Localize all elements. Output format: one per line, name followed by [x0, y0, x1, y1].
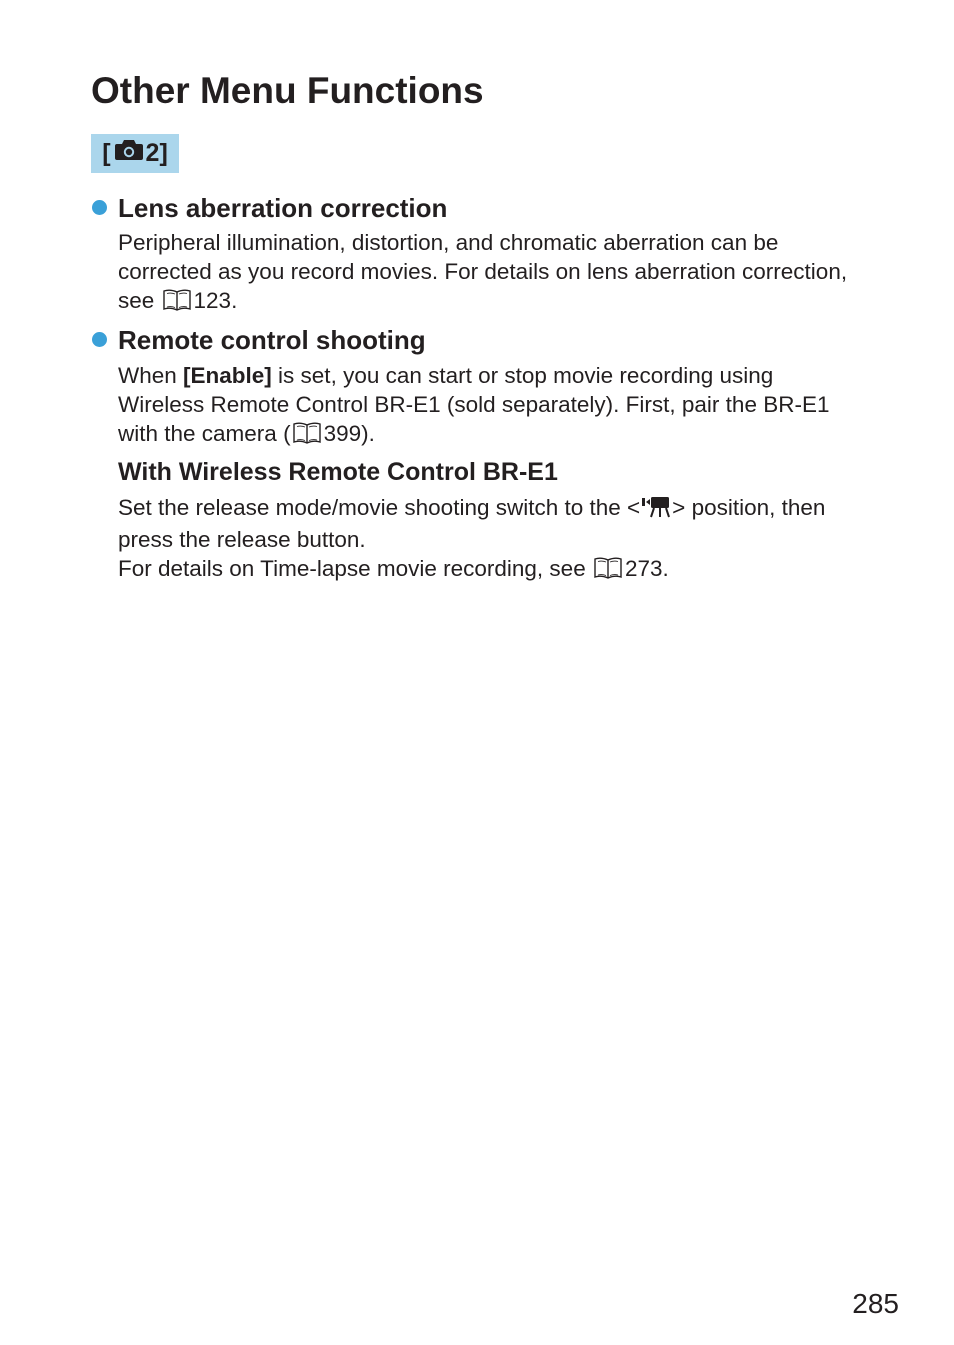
intro-text: is set, you can start or stop movie recording using [271, 363, 774, 388]
section-heading-remote-control: Remote control shooting [118, 325, 426, 355]
section-heading-lens-aberration: Lens aberration correction [118, 193, 448, 223]
page-title: Other Menu Functions [91, 70, 484, 111]
body-line: Wireless Remote Control BR-E1 (sold separately). First, pair the BR-E1 [118, 392, 830, 417]
book-icon [162, 288, 192, 319]
body-line-reference [118, 554, 825, 587]
tab-close-bracket: ] [159, 139, 168, 167]
ref-page-link[interactable]: 123 [193, 288, 232, 313]
body-line: press the release button. [118, 527, 366, 552]
body-line [118, 361, 829, 390]
body-line-reference [118, 419, 829, 452]
ref-prefix: For details on Time-lapse movie recording, see [118, 556, 592, 581]
ref-suffix: . [231, 288, 238, 313]
body-line: Peripheral illumination, distortion, and chromatic aberration can be [118, 230, 779, 255]
bullet-icon [92, 332, 107, 347]
book-icon [292, 421, 322, 452]
ref-suffix: ). [361, 421, 375, 446]
tab-open-bracket: [ [102, 139, 111, 167]
ref-page-link[interactable]: 399 [323, 421, 362, 446]
page-number: 285 [852, 1288, 899, 1319]
body-line: corrected as you record movies. For details on lens aberration correction, [118, 259, 848, 284]
ref-page-link[interactable]: 273 [624, 556, 663, 581]
book-icon [593, 556, 623, 587]
body-line [118, 493, 825, 525]
ref-prefix: with the camera ( [118, 421, 291, 446]
intro-text: When [118, 363, 184, 388]
section-body-lens-aberration [118, 228, 847, 319]
body-text: > position, then [672, 495, 826, 520]
movie-camera-icon [641, 496, 671, 525]
body-text: Set the release mode/movie shooting switch to the < [118, 495, 641, 520]
body-line-reference [118, 286, 847, 319]
ref-prefix: see [118, 288, 161, 313]
ref-suffix: . [662, 556, 669, 581]
bullet-icon [92, 200, 107, 215]
menu-tab-shooting-2 [91, 134, 179, 173]
camera-icon [114, 139, 144, 168]
subsection-body-br-e1 [118, 493, 825, 587]
tab-number: 2 [145, 139, 160, 167]
subsection-heading-br-e1: With Wireless Remote Control BR-E1 [118, 458, 558, 486]
menu-setting-enable: [Enable] [183, 363, 272, 388]
section-body-remote-control [118, 361, 829, 452]
